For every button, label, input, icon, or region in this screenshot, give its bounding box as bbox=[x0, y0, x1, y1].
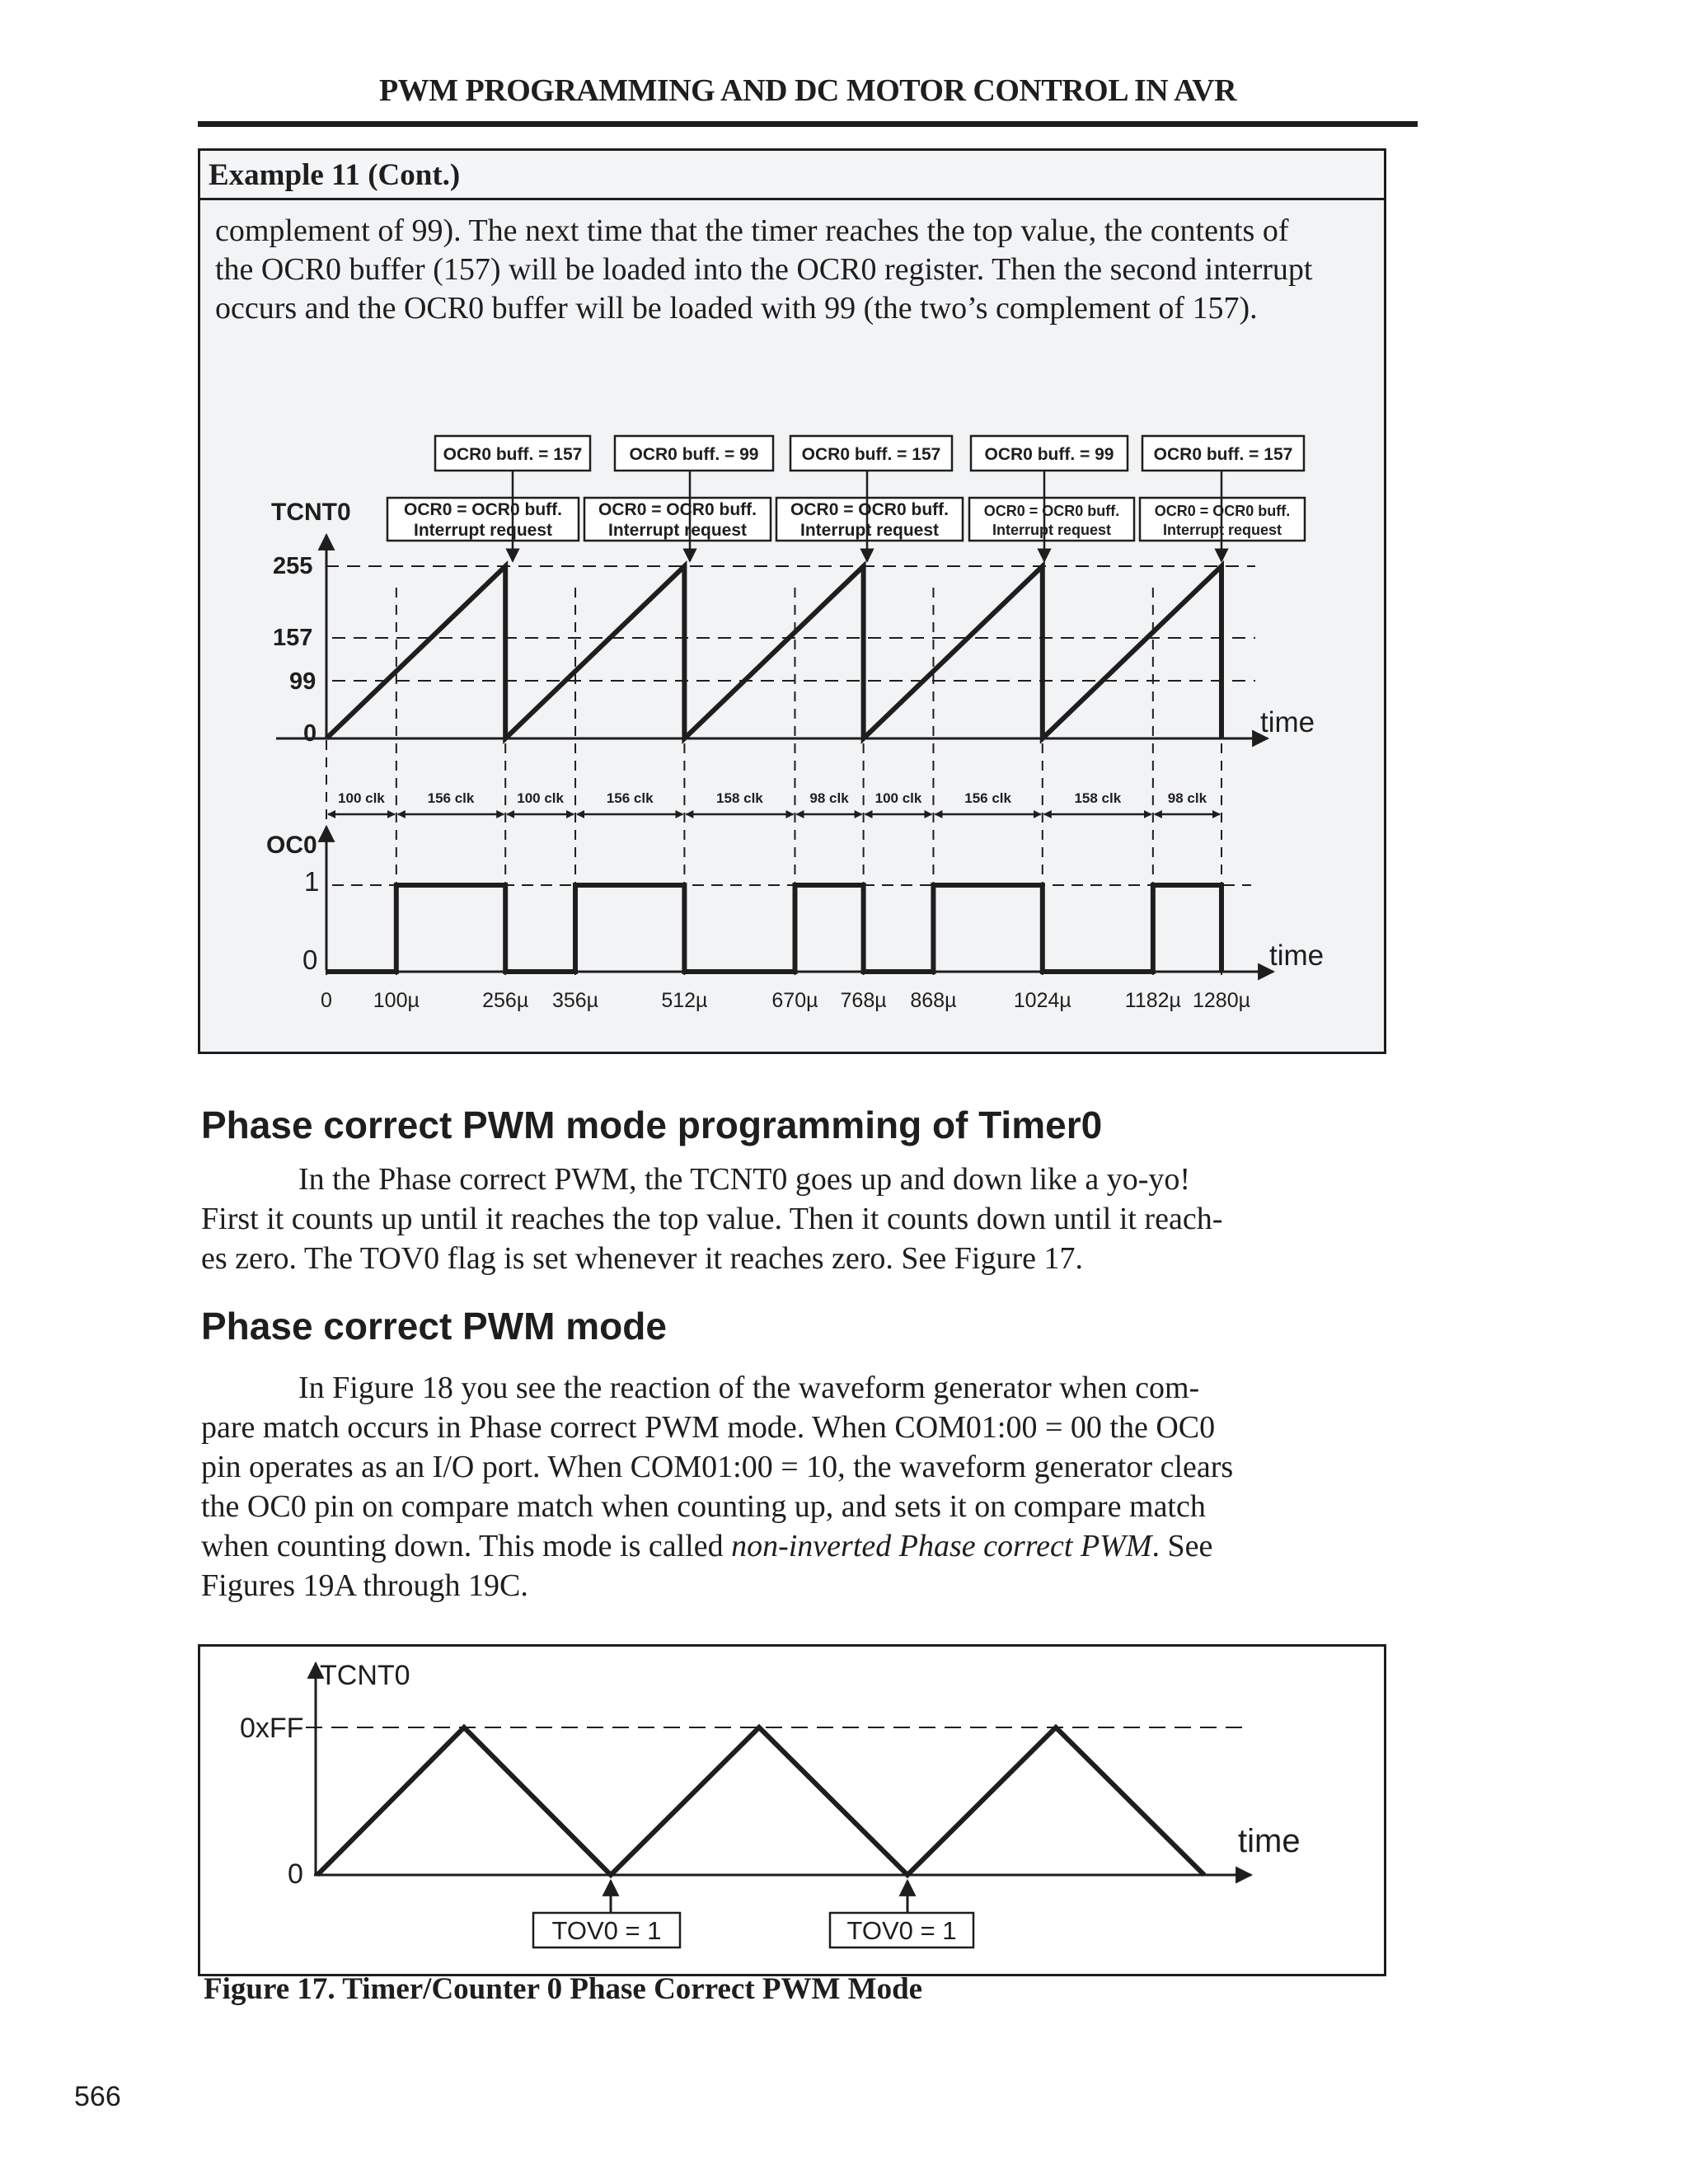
ocr-buff-label: OCR0 buff. = 157 bbox=[1153, 445, 1293, 464]
fast-pwm-figure bbox=[200, 151, 1384, 1052]
fig17-triangle-wave bbox=[317, 1727, 1204, 1875]
time-label-bottom: time bbox=[1269, 940, 1325, 972]
ocr-load-text: OCR0 = OCR0 buff. bbox=[404, 500, 562, 519]
clock-interval-label: 98 clk bbox=[809, 790, 849, 806]
running-head: PWM PROGRAMMING AND DC MOTOR CONTROL IN AVR bbox=[378, 73, 1237, 108]
ocr-buff-label: OCR0 buff. = 157 bbox=[801, 445, 941, 464]
section1-paragraph bbox=[201, 1160, 1281, 1278]
section2-heading: Phase correct PWM mode bbox=[201, 1305, 667, 1347]
clock-interval-label: 100 clk bbox=[517, 790, 564, 806]
time-tick-label: 100µ bbox=[373, 989, 420, 1012]
section1-line: First it counts up until it reaches the top value. Then it counts down until it reach- bbox=[201, 1202, 1223, 1236]
section2-line: Figures 19A through 19C. bbox=[201, 1568, 528, 1603]
clock-interval-label: 156 clk bbox=[427, 790, 475, 806]
time-label-top: time bbox=[1260, 706, 1315, 738]
clock-interval-label: 156 clk bbox=[606, 790, 654, 806]
fig17-tcnt-label: TCNT0 bbox=[320, 1660, 410, 1691]
time-tick-label: 512µ bbox=[661, 989, 708, 1012]
tov-label: TOV0 = 1 bbox=[551, 1916, 662, 1945]
clock-interval-label: 158 clk bbox=[716, 790, 763, 806]
clock-interval-label: 158 clk bbox=[1074, 790, 1122, 806]
time-tick-label: 1024µ bbox=[1013, 989, 1071, 1012]
example-line: complement of 99). The next time that the timer reaches the top value, the contents of bbox=[215, 213, 1289, 248]
figure17-box bbox=[198, 1644, 1386, 1976]
ocr-load-text: OCR0 = OCR0 buff. bbox=[983, 503, 1120, 519]
y-tick-0: 0 bbox=[303, 720, 317, 747]
section2-paragraph bbox=[201, 1368, 1281, 1605]
ocr-buff-row bbox=[435, 436, 1304, 471]
ocr-buff-label: OCR0 buff. = 99 bbox=[629, 445, 759, 464]
time-tick-label: 356µ bbox=[551, 989, 599, 1012]
ocr-load-text: OCR0 = OCR0 buff. bbox=[598, 500, 757, 519]
example-line: the OCR0 buffer (157) will be loaded into the OCR0 register. Then the second interrupt bbox=[215, 252, 1313, 287]
time-tick-label: 0 bbox=[321, 989, 332, 1012]
oc0-level-1: 1 bbox=[304, 866, 320, 897]
example-box bbox=[198, 148, 1386, 1054]
time-tick-label: 868µ bbox=[910, 989, 957, 1012]
fig17-time-label: time bbox=[1238, 1823, 1301, 1859]
y-tick-99: 99 bbox=[289, 668, 316, 695]
section1-line: In the Phase correct PWM, the TCNT0 goes up and down like a yo-yo! bbox=[298, 1162, 1191, 1197]
section1-heading: Phase correct PWM mode programming of Timer0 bbox=[201, 1104, 1103, 1146]
ocr-load-row bbox=[387, 498, 1305, 541]
figure17-caption: Figure 17. Timer/Counter 0 Phase Correct PWM Mode bbox=[204, 1972, 923, 2006]
page-number: 566 bbox=[74, 2081, 121, 2112]
section2-line: pin operates as an I/O port. When COM01:00 = 10, the waveform generator clears bbox=[201, 1450, 1234, 1484]
tov-label: TOV0 = 1 bbox=[846, 1916, 957, 1945]
tcnt0-sawtooth bbox=[326, 566, 1221, 738]
time-tick-label: 1280µ bbox=[1192, 989, 1251, 1012]
ocr-buff-label: OCR0 buff. = 99 bbox=[984, 445, 1114, 464]
time-tick-label: 1182µ bbox=[1124, 989, 1181, 1012]
header-rule bbox=[198, 121, 1418, 127]
example-title: Example 11 (Cont.) bbox=[200, 151, 1384, 200]
interrupt-text: Interrupt request bbox=[992, 522, 1112, 538]
section2-line: In Figure 18 you see the reaction of the waveform generator when com- bbox=[298, 1371, 1200, 1405]
vertical-guides bbox=[326, 588, 1221, 975]
oc0-level-0: 0 bbox=[302, 944, 318, 975]
oc0-label: OC0 bbox=[266, 832, 317, 859]
time-tick-label: 670µ bbox=[771, 989, 818, 1012]
time-tick-label: 768µ bbox=[840, 989, 887, 1012]
section2-text: . See bbox=[1151, 1529, 1213, 1563]
ocr-load-text: OCR0 = OCR0 buff. bbox=[1154, 503, 1291, 519]
clock-interval-label: 100 clk bbox=[874, 790, 922, 806]
interrupt-text: Interrupt request bbox=[607, 521, 748, 540]
section2-text: when counting down. This mode is called bbox=[201, 1529, 732, 1563]
time-tick-labels bbox=[321, 989, 1250, 1012]
y-tick-157: 157 bbox=[273, 625, 313, 651]
phase-correct-figure bbox=[200, 1647, 1384, 1974]
fig17-zero-label: 0 bbox=[288, 1858, 303, 1890]
italic-term: non-inverted Phase correct PWM bbox=[731, 1529, 1152, 1563]
fig17-top-label: 0xFF bbox=[240, 1713, 304, 1744]
clock-interval-label: 98 clk bbox=[1167, 790, 1207, 806]
clock-interval-label: 156 clk bbox=[964, 790, 1011, 806]
example-line: occurs and the OCR0 buffer will be loaded with 99 (the two’s complement of 157). bbox=[215, 291, 1258, 326]
ocr-buff-label: OCR0 buff. = 157 bbox=[443, 445, 583, 464]
tcnt0-label: TCNT0 bbox=[271, 499, 351, 526]
clock-interval-labels bbox=[338, 790, 1207, 806]
interrupt-text: Interrupt request bbox=[1162, 522, 1282, 538]
y-tick-255: 255 bbox=[273, 553, 313, 579]
section2-line: the OC0 pin on compare match when counting up, and sets it on compare match bbox=[201, 1489, 1206, 1524]
oc0-waveform bbox=[326, 885, 1221, 972]
reference-lines bbox=[326, 566, 1255, 681]
section1-line: es zero. The TOV0 flag is set whenever it reaches zero. See Figure 17. bbox=[201, 1241, 1083, 1276]
ocr-load-text: OCR0 = OCR0 buff. bbox=[790, 500, 949, 519]
clock-interval-label: 100 clk bbox=[338, 790, 385, 806]
section2-line bbox=[201, 1526, 1281, 1566]
interrupt-text: Interrupt request bbox=[799, 521, 940, 540]
section2-line: pare match occurs in Phase correct PWM mode. When COM01:00 = 00 the OC0 bbox=[201, 1410, 1216, 1445]
interrupt-text: Interrupt request bbox=[413, 521, 553, 540]
time-tick-label: 256µ bbox=[482, 989, 529, 1012]
